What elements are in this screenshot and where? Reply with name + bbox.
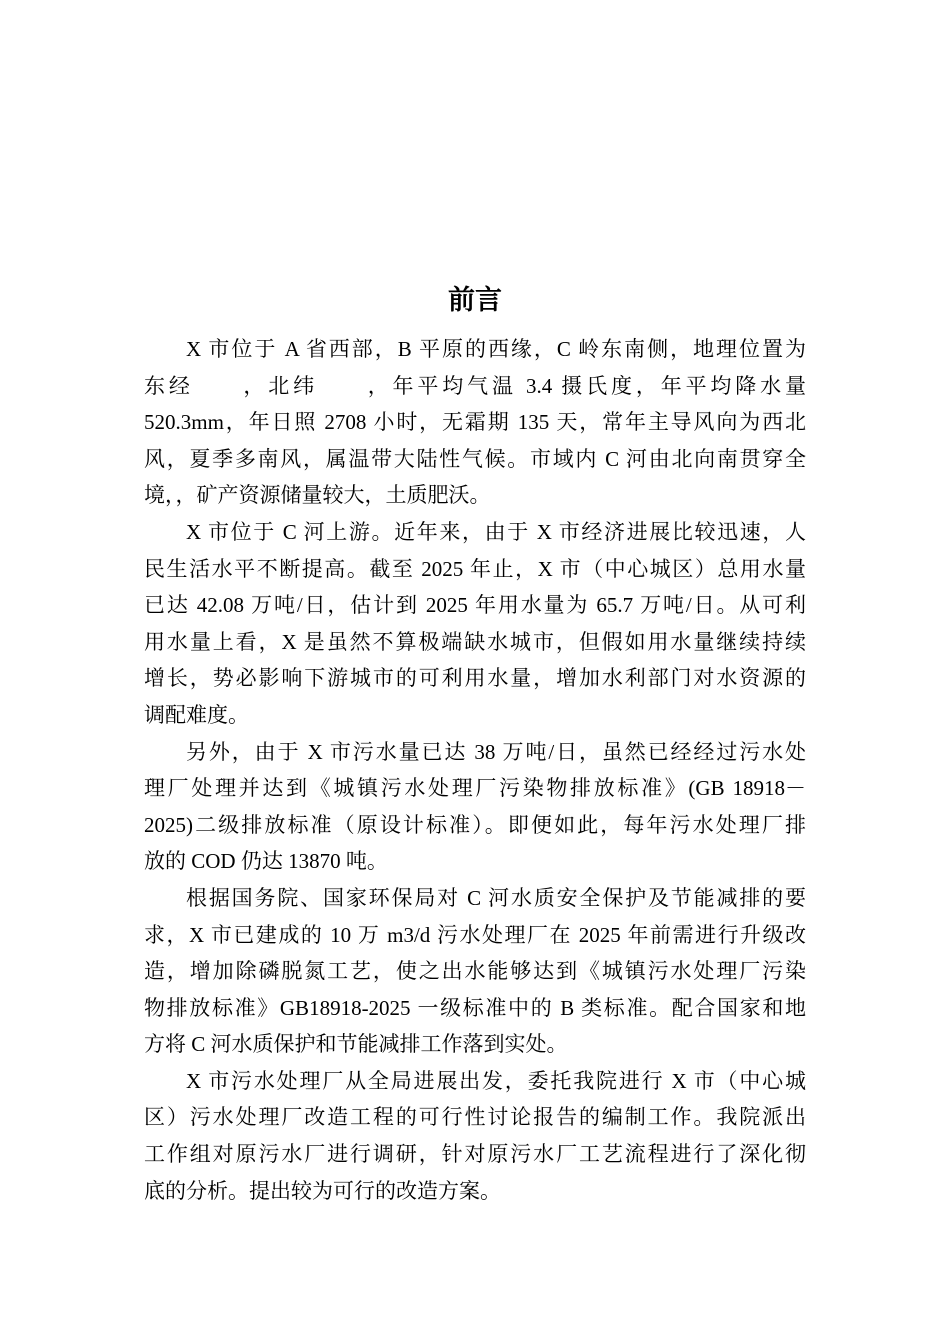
text-line: 用水量上看，X 是虽然不算极端缺水城市，但假如用水量继续持续 xyxy=(144,629,806,654)
text-line: 已达 42.08 万吨/日，估计到 2025 年用水量为 65.7 万吨/日。从可利 xyxy=(144,593,806,618)
paragraph-1 xyxy=(144,331,806,514)
text-line: 放的 COD 仍达 13870 吨。 xyxy=(144,849,388,874)
text-line: 求，X 市已建成的 10 万 m3/d 污水处理厂在 2025 年前需进行升级改 xyxy=(144,922,806,947)
text-line: 底的分析。提出较为可行的改造方案。 xyxy=(144,1178,501,1203)
text-line: 2025)二级排放标准（原设计标准）。即便如此，每年污水处理厂排 xyxy=(144,812,806,837)
text-line: 520.3mm，年日照 2708 小时，无霜期 135 天，常年主导风向为西北 xyxy=(144,410,806,435)
text-line: 民生活水平不断提高。截至 2025 年止，X 市（中心城区）总用水量 xyxy=(144,556,806,581)
text-line: X 市污水处理厂从全局进展出发，委托我院进行 X 市（中心城 xyxy=(186,1068,806,1093)
text-line: 根据国务院、国家环保局对 C 河水质安全保护及节能减排的要 xyxy=(186,885,806,910)
text-line: 东经 ，北纬 ，年平均气温 3.4 摄氏度，年平均降水量 xyxy=(144,373,806,398)
document-body xyxy=(144,331,806,1209)
text-line: 增长，势必影响下游城市的可利用水量，增加水利部门对水资源的 xyxy=(144,666,806,691)
paragraph-3 xyxy=(144,734,806,880)
text-line: 另外，由于 X 市污水量已达 38 万吨/日，虽然已经经过污水处 xyxy=(186,739,806,764)
paragraph-5 xyxy=(144,1063,806,1209)
text-line: 造，增加除磷脱氮工艺，使之出水能够达到《城镇污水处理厂污染 xyxy=(144,959,806,984)
text-line: 风，夏季多南风，属温带大陆性气候。市域内 C 河由北向南贯穿全 xyxy=(144,446,806,471)
text-line: 物排放标准》GB18918-2025 一级标准中的 B 类标准。配合国家和地 xyxy=(144,995,806,1020)
paragraph-4 xyxy=(144,880,806,1063)
paragraph-2 xyxy=(144,514,806,734)
text-line: X 市位于 C 河上游。近年来，由于 X 市经济进展比较迅速，人 xyxy=(186,519,806,544)
text-line: 境，，矿产资源储量较大，土质肥沃。 xyxy=(144,483,491,508)
text-line: 理厂处理并达到《城镇污水处理厂污染物排放标准》(GB 18918－ xyxy=(144,776,806,801)
text-line: 方将 C 河水质保护和节能减排工作落到实处。 xyxy=(144,1032,568,1057)
text-line: 区）污水处理厂改造工程的可行性讨论报告的编制工作。我院派出 xyxy=(144,1105,806,1130)
text-line: 工作组对原污水厂进行调研，针对原污水厂工艺流程进行了深化彻 xyxy=(144,1142,806,1167)
text-line: X 市位于 A 省西部，B 平原的西缘，C 岭东南侧，地理位置为 xyxy=(186,337,806,361)
page-title: 前言 xyxy=(448,285,502,316)
text-line: 调配难度。 xyxy=(144,702,249,727)
